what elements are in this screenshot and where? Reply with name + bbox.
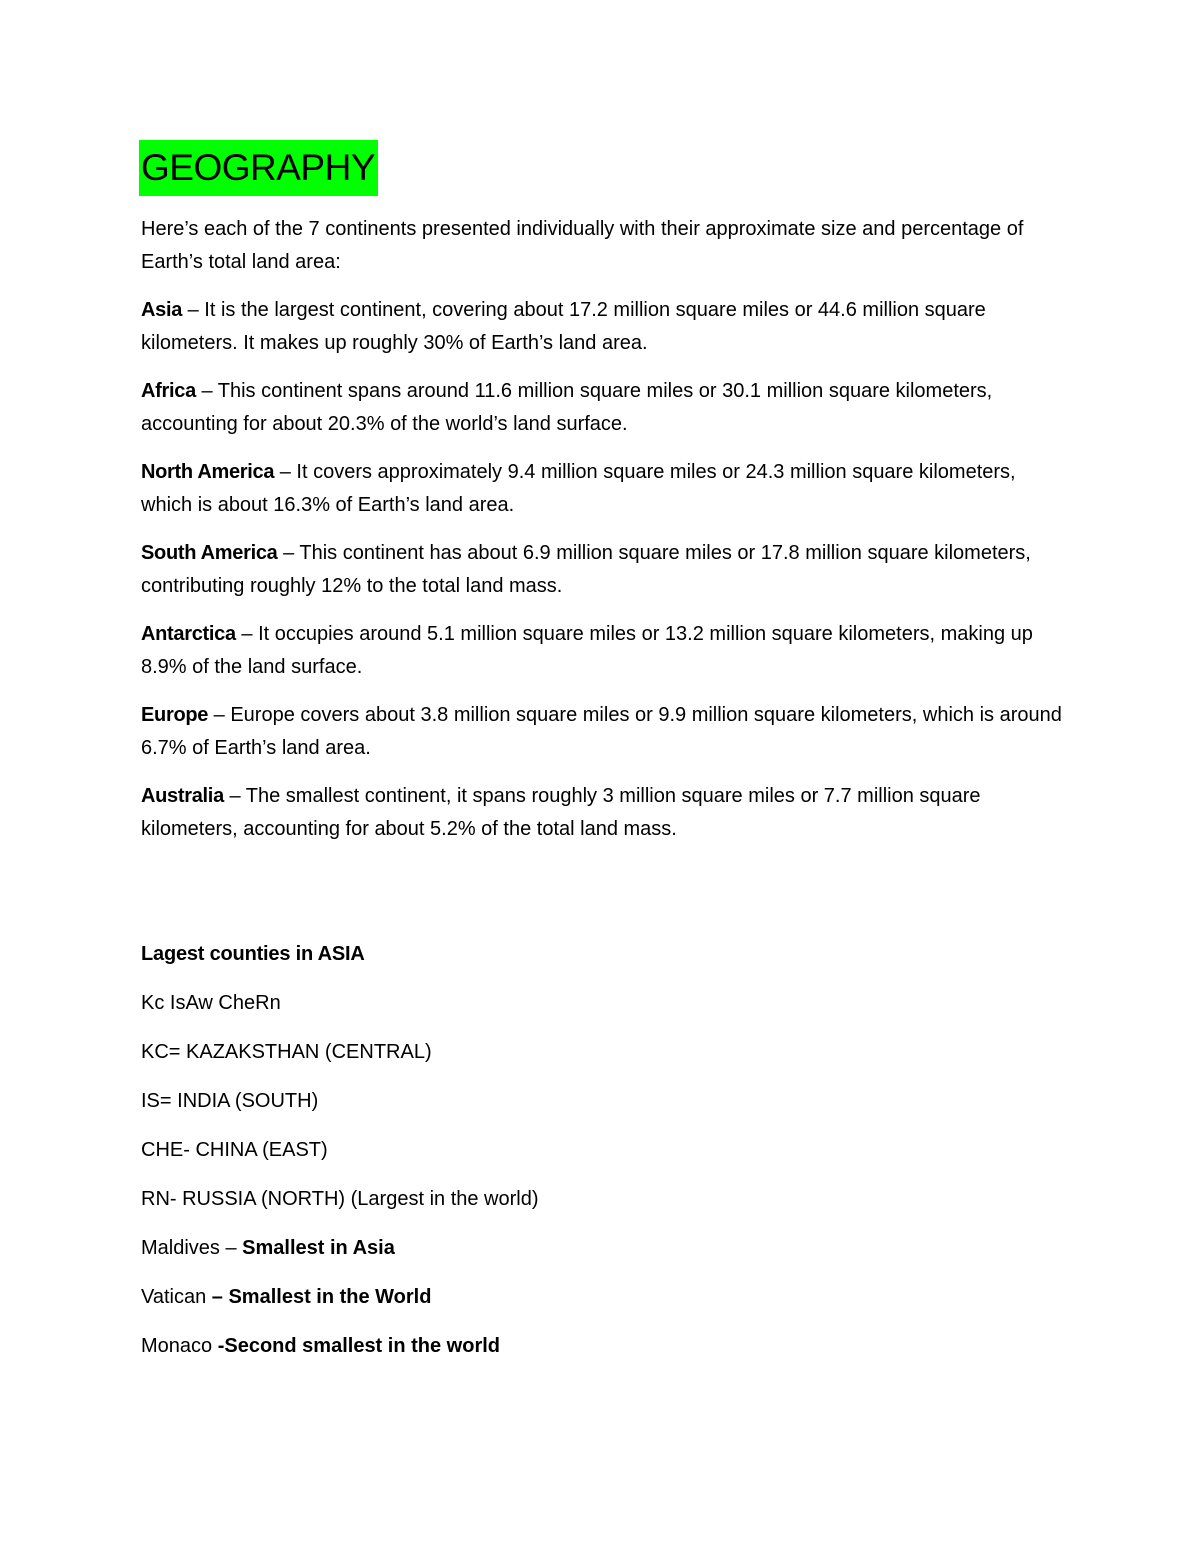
continent-paragraph-south-america [141,537,1071,603]
fact-description: – Smallest in the World [211,1286,432,1308]
continent-description: – It is the largest continent, covering about 17.2 million square miles or 44.6 million square kilometers. It makes up roughly 30% of Earth’s land area. [141,299,986,354]
country-line: IS= INDIA (SOUTH) [141,1090,319,1112]
country-line: KC= KAZAKSTHAN (CENTRAL) [141,1041,432,1063]
fact-description: Smallest in Asia [242,1237,395,1259]
mnemonic-line: Kc IsAw CheRn [141,992,281,1014]
continent-description: – This continent has about 6.9 million square miles or 17.8 million square kilometers, contributing roughly 12% to the total land mass. [141,542,1031,597]
fact-line [141,1232,1071,1265]
fact-line [141,1281,1071,1314]
section-heading: Lagest counties in ASIA [141,943,365,965]
continent-name: Asia [141,299,183,321]
continent-paragraph-antarctica [141,618,1071,684]
continent-name: Australia [141,785,224,807]
country-line: CHE- CHINA (EAST) [141,1139,328,1161]
continent-description: – The smallest continent, it spans roughly 3 million square miles or 7.7 million square kilometers, accounting for about 5.2% of the total land mass. [141,785,981,840]
fact-line [141,1330,1071,1363]
continent-paragraph-europe [141,699,1071,765]
continent-description: – This continent spans around 11.6 million square miles or 30.1 million square kilometers, accounting for about 20.3% of the world’s land surface. [141,380,993,435]
continent-description: – It occupies around 5.1 million square miles or 13.2 million square kilometers, making up 8.9% of the land surface. [141,623,1033,678]
fact-country: Maldives – [141,1237,243,1259]
continent-name: Antarctica [141,623,236,645]
continent-paragraph-africa [141,375,1071,441]
fact-country: Monaco [141,1335,218,1357]
fact-description: -Second smallest in the world [217,1335,500,1357]
document-title: GEOGRAPHY [139,140,378,196]
continent-description: – Europe covers about 3.8 million square miles or 9.9 million square kilometers, which is around 6.7% of Earth’s land area. [141,704,1062,759]
intro-paragraph: Here’s each of the 7 continents presented individually with their approximate size and percentage of Earth’s total land area: [141,218,1024,273]
continent-name: Europe [141,704,209,726]
continent-name: South America [141,542,278,564]
fact-country: Vatican [141,1286,212,1308]
continent-name: Africa [141,380,196,402]
continent-paragraph-australia [141,780,1071,846]
continent-paragraph-north-america [141,456,1071,522]
continent-paragraph-asia [141,294,1071,360]
document-page [141,140,1071,1363]
continent-description: – It covers approximately 9.4 million square miles or 24.3 million square kilometers, which is about 16.3% of Earth’s land area. [141,461,1016,516]
country-line: RN- RUSSIA (NORTH) (Largest in the world) [141,1188,539,1210]
continent-name: North America [141,461,275,483]
